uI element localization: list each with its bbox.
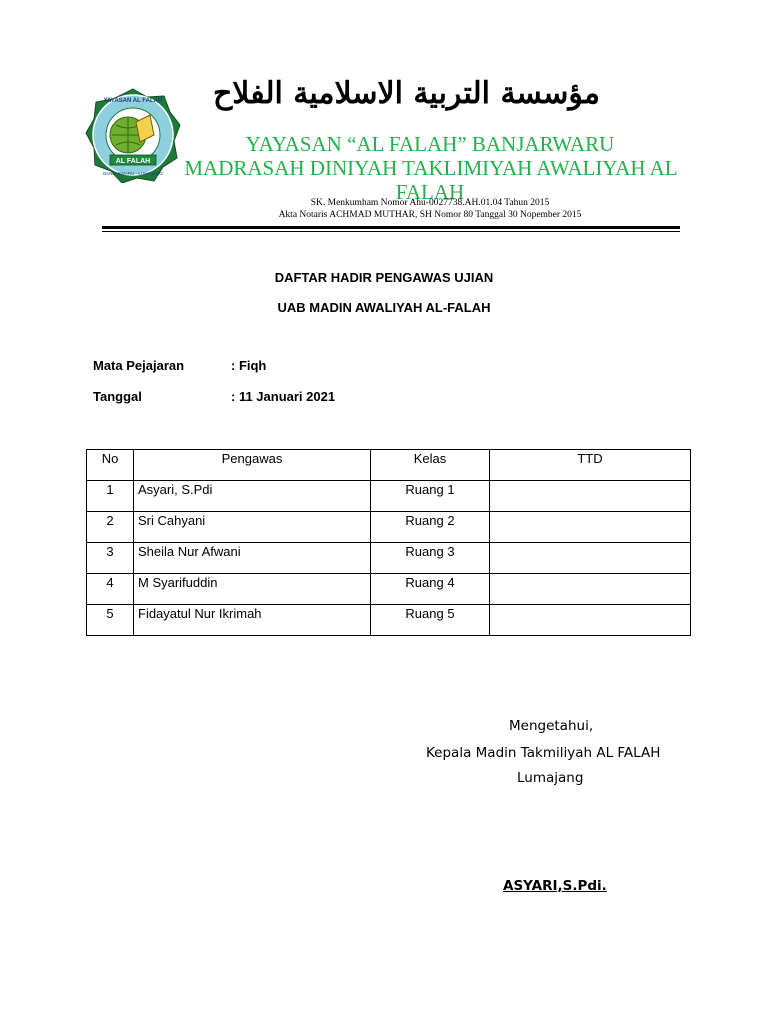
row-kelas: Ruang 2 <box>371 512 490 543</box>
row-pengawas: Sri Cahyani <box>134 512 371 543</box>
header-kelas: Kelas <box>371 450 490 481</box>
row-kelas: Ruang 5 <box>371 605 490 636</box>
yayasan-name: YAYASAN “AL FALAH” BANJARWARU <box>245 132 615 156</box>
row-pengawas: Sheila Nur Afwani <box>134 543 371 574</box>
document-subtitle: UAB MADIN AWALIYAH AL-FALAH <box>277 300 491 315</box>
attendance-table <box>86 449 691 636</box>
table-row <box>87 574 691 605</box>
row-kelas: Ruang 4 <box>371 574 490 605</box>
row-no: 5 <box>87 605 134 636</box>
row-ttd <box>490 543 691 574</box>
date-label: Tanggal <box>93 389 142 404</box>
subject-label: Mata Pejajaran <box>93 358 185 373</box>
table-row <box>87 543 691 574</box>
row-no: 4 <box>87 574 134 605</box>
logo-banner-text: AL FALAH <box>115 158 151 165</box>
logo-top-text: YAYASAN AL FALAH <box>103 98 163 104</box>
header-pengawas: Pengawas <box>134 450 371 481</box>
date-value: : 11 Januari 2021 <box>231 389 336 404</box>
header-ttd: TTD <box>490 450 691 481</box>
row-pengawas: M Syarifuddin <box>134 574 371 605</box>
letterhead-divider-thin <box>102 231 680 232</box>
table-row <box>87 481 691 512</box>
logo-bottom-text: BANJARWARU · LUMAJANG <box>103 171 163 176</box>
header-no: No <box>87 450 134 481</box>
row-kelas: Ruang 1 <box>371 481 490 512</box>
table-row <box>87 512 691 543</box>
yayasan-logo <box>84 87 182 183</box>
table-header-row <box>87 450 691 481</box>
row-ttd <box>490 512 691 543</box>
signer-position: Kepala Madin Takmiliyah AL FALAH <box>426 745 661 761</box>
signer-city: Lumajang <box>517 770 584 786</box>
notary-deed-line: Akta Notaris ACHMAD MUTHAR, SH Nomor 80 Tanggal 30 Nopember 2015 <box>278 210 582 220</box>
row-ttd <box>490 605 691 636</box>
madrasah-name-line1: MADRASAH DINIYAH TAKLIMIYAH AWALIYAH AL <box>184 156 678 180</box>
arabic-foundation-name: مؤسسة التربية الاسلامية الفلاح <box>212 76 600 111</box>
row-no: 1 <box>87 481 134 512</box>
row-pengawas: Asyari, S.Pdi <box>134 481 371 512</box>
acknowledged-label: Mengetahui, <box>509 718 594 734</box>
letterhead-divider-thick <box>102 226 680 229</box>
madrasah-name-line2: FALAH <box>395 180 465 204</box>
table-row <box>87 605 691 636</box>
row-no: 3 <box>87 543 134 574</box>
row-pengawas: Fidayatul Nur Ikrimah <box>134 605 371 636</box>
subject-value: : Fiqh <box>231 358 267 373</box>
row-ttd <box>490 481 691 512</box>
signer-name: ASYARI,S.Pdi. <box>503 878 607 894</box>
row-kelas: Ruang 3 <box>371 543 490 574</box>
document-title: DAFTAR HADIR PENGAWAS UJIAN <box>274 270 494 285</box>
sk-decree-line: SK. Menkumham Nomor Ahu-0027738.AH.01.04 Tahun 2015 <box>310 198 550 208</box>
row-no: 2 <box>87 512 134 543</box>
row-ttd <box>490 574 691 605</box>
